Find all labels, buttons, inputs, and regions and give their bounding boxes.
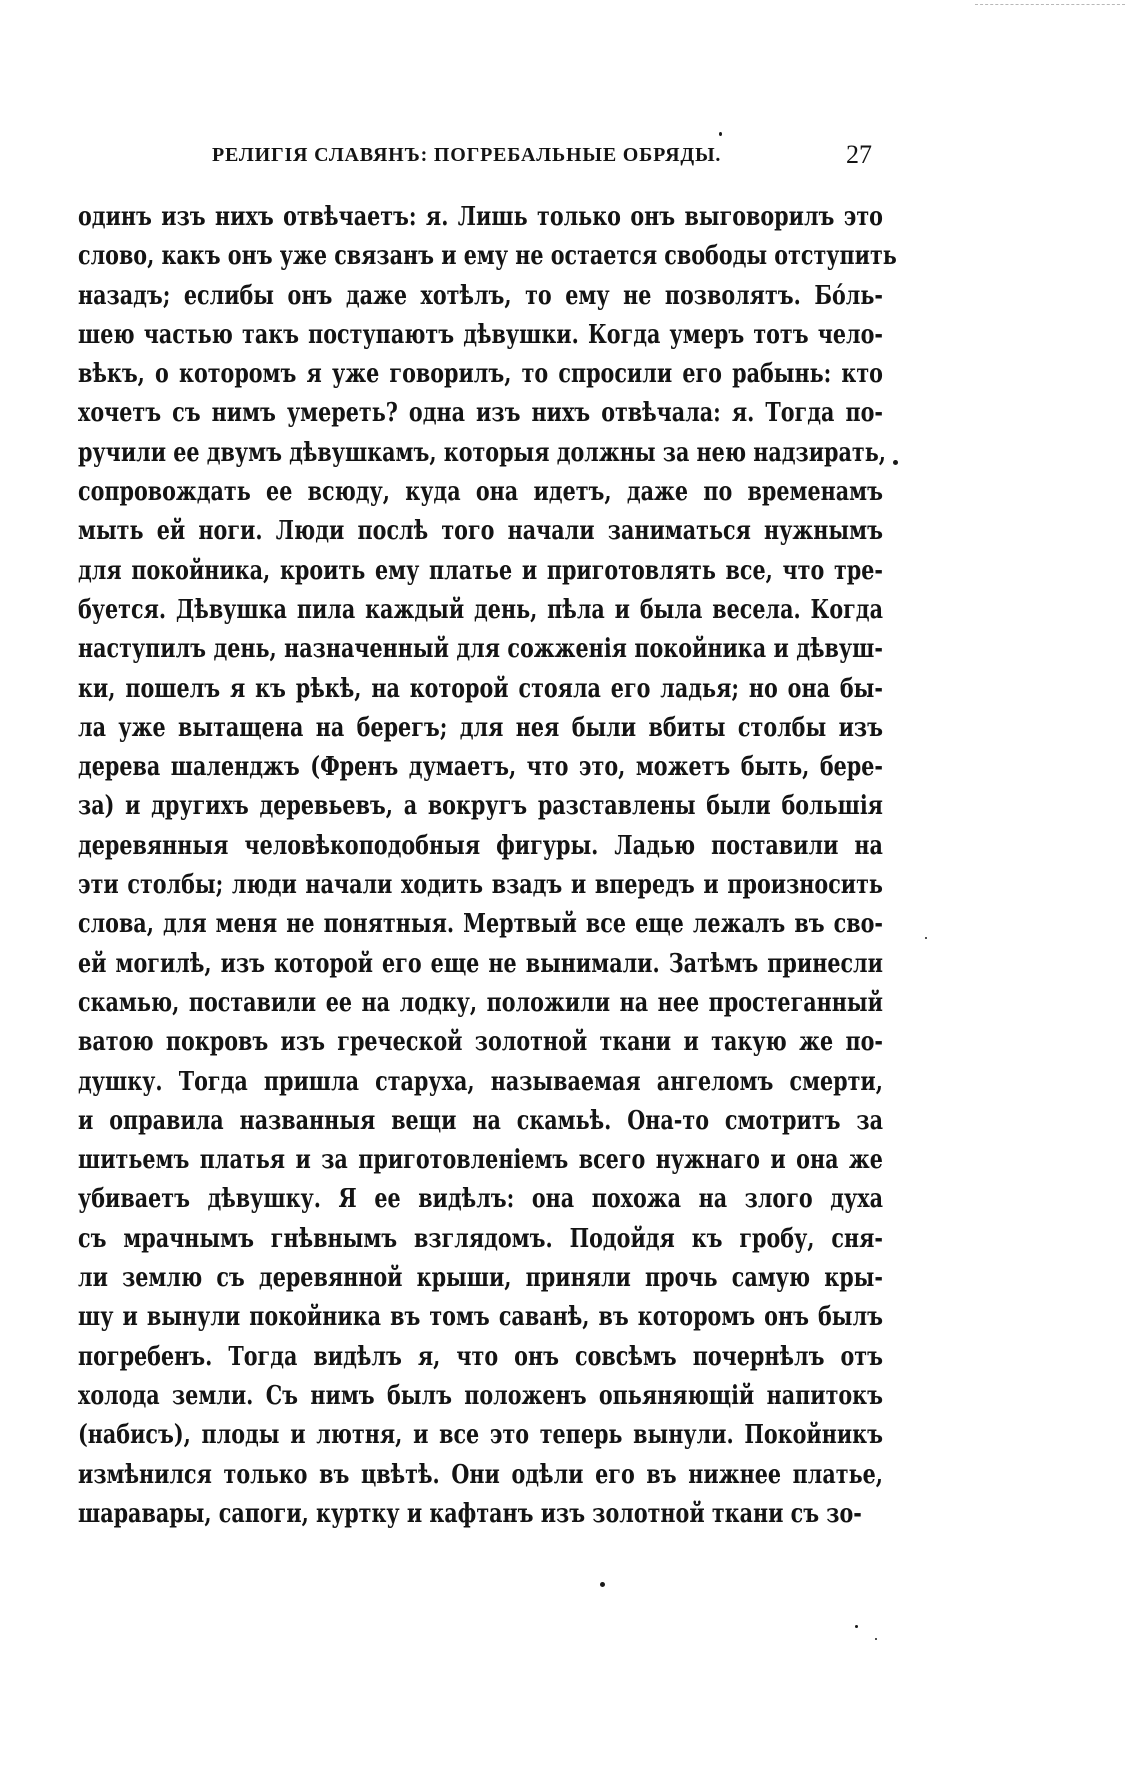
text-line: убиваетъ дѣвушку. Я ее видѣлъ: она похожа на злого духа	[78, 1183, 883, 1215]
scan-speck	[855, 1625, 858, 1628]
text-line: наступилъ день, назначенный для сожженія покойника и дѣвуш-	[78, 633, 883, 665]
scan-speck	[875, 1638, 877, 1640]
text-line: назадъ; еслибы онъ даже хотѣлъ, то ему не позволятъ. Бóль-	[78, 279, 883, 311]
text-line: для покойника, кроить ему платье и приготовлять все, что тре-	[78, 554, 883, 586]
scan-speck	[925, 937, 927, 939]
text-line: ватою покровъ изъ греческой золотной ткани и такую же по-	[78, 1026, 883, 1058]
page-number: 27	[846, 140, 872, 169]
text-line: шею частью такъ поступаютъ дѣвушки. Когда умеръ тотъ чело-	[78, 318, 883, 350]
page-header	[212, 140, 872, 174]
text-line: сопровождать ее всюду, куда она идетъ, даже по временамъ	[78, 476, 883, 508]
scan-speck	[893, 460, 898, 465]
text-line: слова, для меня не понятныя. Мертвый все еще лежалъ въ сво-	[78, 908, 883, 940]
text-line: деревянныя человѣкоподобныя фигуры. Ладью поставили на	[78, 829, 883, 861]
text-line: эти столбы; люди начали ходить взадъ и впередъ и произносить	[78, 869, 883, 901]
text-line: ла уже вытащена на берегъ; для нея были вбиты столбы изъ	[78, 711, 883, 743]
text-line: ручили ее двумъ дѣвушкамъ, которыя должны за нею надзирать,	[78, 436, 886, 468]
scan-edge-mark	[975, 4, 1125, 7]
text-line: мыть ей ноги. Люди послѣ того начали заниматься нужнымъ	[78, 515, 883, 547]
text-line: вѣкъ, о которомъ я уже говорилъ, то спросили его рабынь: кто	[78, 358, 883, 390]
text-line: шитьемъ платья и за приготовленіемъ всего нужнаго и она же	[78, 1144, 883, 1176]
running-title: РЕЛИГІЯ СЛАВЯНЪ: ПОГРЕБАЛЬНЫЕ ОБРЯДЫ.	[212, 144, 722, 166]
text-line: шу и вынули покойника въ томъ саванѣ, въ которомъ онъ былъ	[78, 1301, 883, 1333]
text-line: за) и другихъ деревьевъ, а вокругъ разставлены были большія	[78, 790, 883, 822]
text-line: ки, пошелъ я къ рѣкѣ, на которой стояла его ладья; но она бы-	[78, 672, 883, 704]
body-text	[78, 197, 897, 1533]
text-line: измѣнился только въ цвѣтѣ. Они одѣли его въ нижнее платье,	[78, 1458, 883, 1490]
text-line: душку. Тогда пришла старуха, называемая ангеломъ смерти,	[78, 1065, 883, 1097]
text-line: скамью, поставили ее на лодку, положили на нее простеганный	[78, 986, 883, 1018]
text-line: буется. Дѣвушка пила каждый день, пѣла и была весела. Когда	[78, 593, 883, 625]
scan-speck	[600, 1582, 605, 1587]
text-line: дерева шаленджъ (Френъ думаетъ, что это, можетъ быть, бере-	[78, 751, 883, 783]
text-line: (набисъ), плоды и лютня, и все это теперь вынули. Покойникъ	[78, 1419, 883, 1451]
text-line: и оправила названныя вещи на скамьѣ. Она-то смотритъ за	[78, 1104, 883, 1136]
text-line: ли землю съ деревянной крыши, приняли прочь самую кры-	[78, 1262, 883, 1294]
text-line: хочетъ съ нимъ умереть? одна изъ нихъ отвѣчала: я. Тогда по-	[78, 397, 883, 429]
scan-speck	[719, 132, 722, 136]
text-line: слово, какъ онъ уже связанъ и ему не остается свободы отступить	[78, 240, 897, 272]
text-line: погребенъ. Тогда видѣлъ я, что онъ совсѣмъ почернѣлъ отъ	[78, 1340, 883, 1372]
text-line: холода земли. Съ нимъ былъ положенъ опьяняющій напитокъ	[78, 1379, 883, 1411]
text-line: шаравары, сапоги, куртку и кафтанъ изъ золотной ткани съ зо-	[78, 1497, 862, 1529]
text-line: ей могилѣ, изъ которой его еще не вынимали. Затѣмъ принесли	[78, 947, 883, 979]
text-line: одинъ изъ нихъ отвѣчаетъ: я. Лишь только онъ выговорилъ это	[78, 201, 883, 232]
text-line: съ мрачнымъ гнѣвнымъ взглядомъ. Подойдя къ гробу, сня-	[78, 1222, 883, 1254]
